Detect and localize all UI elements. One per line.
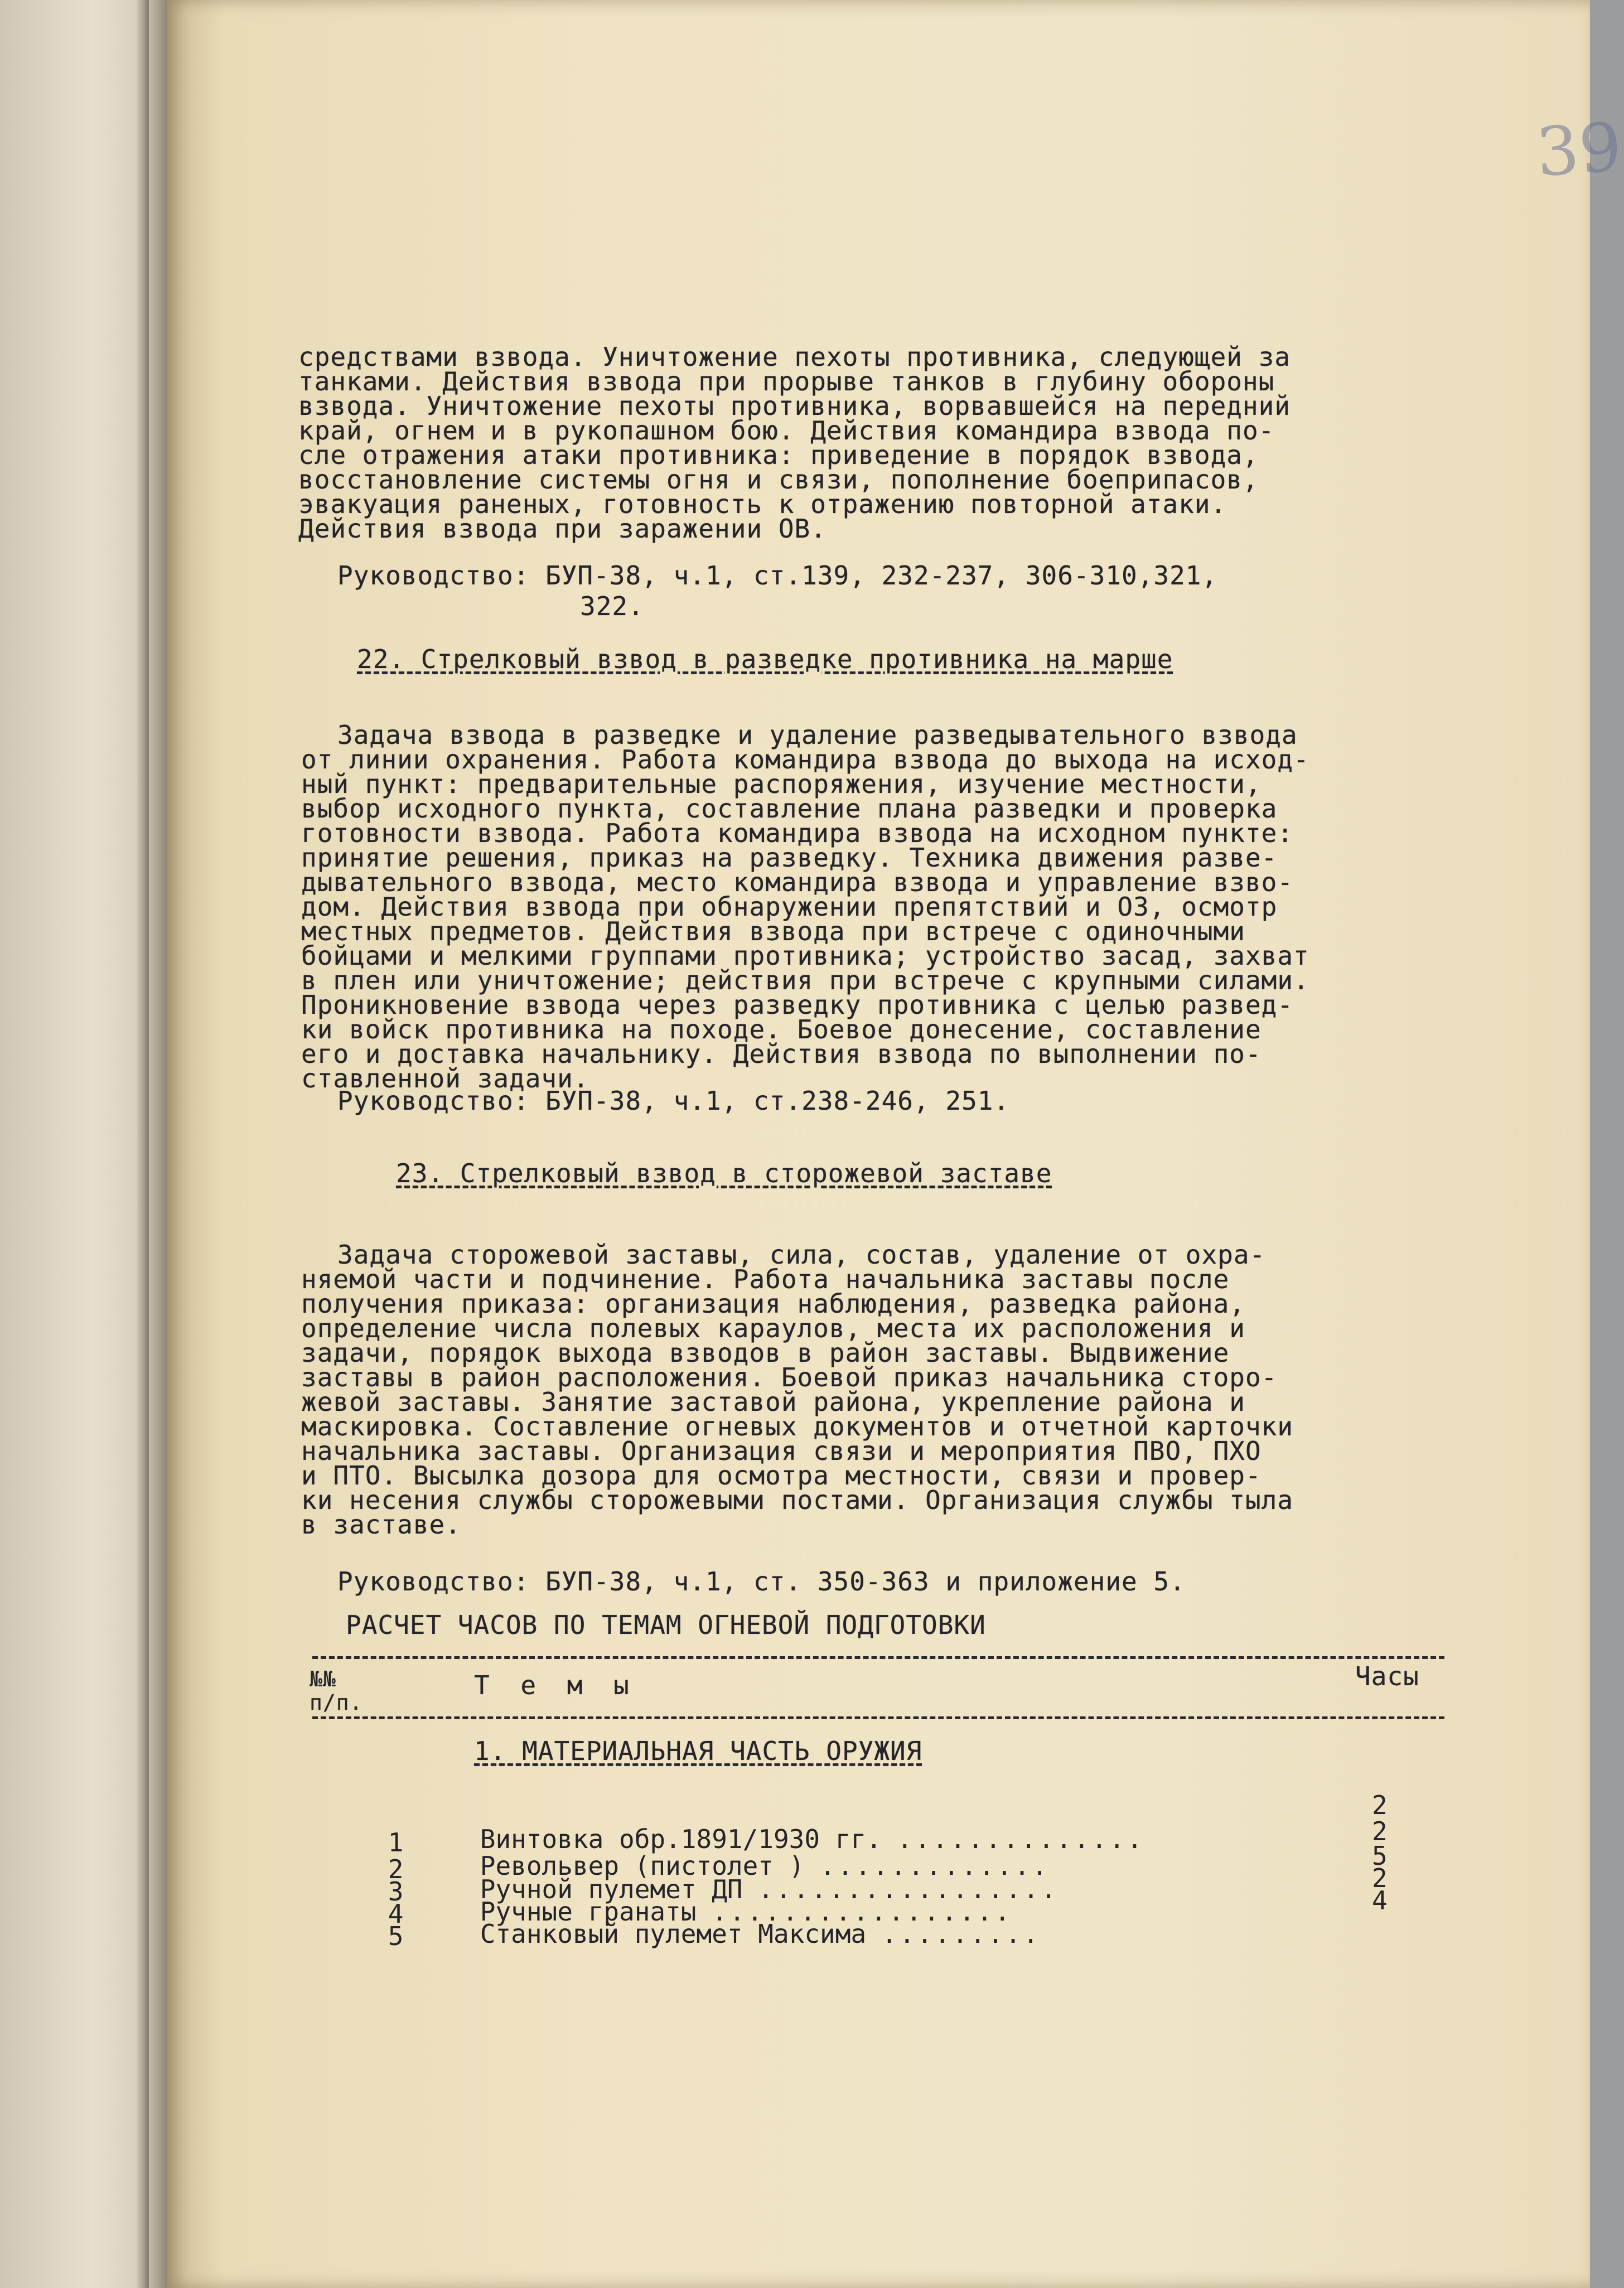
text-line: принятие решения, приказ на разведку. Техника движения разве- [301,843,1278,873]
row-hours: 2 [1372,1863,1388,1893]
row-number: 3 [388,1876,404,1907]
row-topic: Револьвер (пистолет ) [480,1851,805,1881]
row-number: 4 [388,1899,404,1929]
row-hours: 5 [1372,1841,1388,1871]
row-topic: Винтовка обр.1891/1930 гг. [480,1824,882,1854]
text-line: местных предметов. Действия взвода при встрече с одиночными [301,916,1245,946]
text-line: задачи, порядок выхода взводов в район заставы. Выдвижение [301,1338,1230,1368]
text-line: танками. Действия взвода при прорыве танков в глубину обороны [298,366,1275,396]
text-line: дывательного взвода, место командира взвода и управление взво- [301,867,1294,897]
row-topic: Ручной пулемет ДП [480,1874,743,1904]
guide-reference: Руководство: БУП-38, ч.1, ст.238-246, 251. [337,1086,1010,1116]
text-line: Проникновение взвода через разведку противника с целью развед- [301,990,1294,1020]
text-line: Задача взвода в разведке и удаление разведывательного взвода [337,720,1298,750]
text-line: его и доставка начальнику. Действия взвода по выполнении по- [301,1039,1262,1069]
row-number: 5 [388,1921,404,1951]
text-line: край, огнем и в рукопашном бою. Действия командира взвода по- [298,415,1275,446]
text-line: няемой части и подчинение. Работа начальника заставы после [301,1264,1230,1294]
leader-dots: ................. [712,1897,1013,1927]
guide-reference: Руководство: БУП-38, ч.1, ст. 350-363 и приложение 5. [337,1566,1186,1597]
text-line: в заставе. [301,1510,461,1540]
subsection-title: 1. МАТЕРИАЛЬНАЯ ЧАСТЬ ОРУЖИЯ [474,1736,922,1766]
row-topic: Ручные гранаты [480,1897,697,1927]
text-line: бойцами и мелкими группами противника; устройство засад, захват [301,941,1309,971]
table-header-rule [312,1716,1444,1719]
text-line: ставленной задачи. [301,1063,589,1094]
table-title: РАСЧЕТ ЧАСОВ ПО ТЕМАМ ОГНЕВОЙ ПОДГОТОВКИ [346,1610,986,1640]
table-top-rule [312,1656,1444,1659]
text-line: ный пункт: предварительные распоряжения, изучение местности, [301,769,1262,799]
text-line: получения приказа: организация наблюдения, разведка района, [301,1289,1245,1319]
text-line: в плен или уничтожение; действия при встрече с крупными силами. [301,965,1309,995]
leader-dots: ............. [820,1851,1050,1881]
section-title: 23. Стрелковый взвод в сторожевой заставе [396,1158,1052,1188]
text-line: жевой заставы. Занятие заставой района, укрепление района и [301,1387,1245,1417]
column-hours-header: Часы [1355,1661,1419,1691]
row-number: 2 [388,1854,404,1884]
text-line: средствами взвода. Уничтожение пехоты противника, следующей за [298,342,1291,372]
text-line: начальника заставы. Организация связи и мероприятия ПВО, ПХО [301,1436,1262,1466]
text-line: восстановление системы огня и связи, пополнение боеприпасов, [298,465,1259,495]
text-line: эвакуация раненых, готовность к отражению повторной атаки. [298,489,1227,519]
row-topic: Станковый пулемет Максима [480,1919,867,1949]
text-line: дом. Действия взвода при обнаружении препятствий и ОЗ, осмотр [301,892,1278,922]
text-line: взвода. Уничтожение пехоты противника, ворвавшейся на передний [298,391,1291,421]
row-hours: 2 [1372,1816,1388,1846]
text-line: Действия взвода при заражении ОВ. [298,514,826,544]
leader-dots: ......... [881,1919,1041,1949]
guide-reference-continued: 322. [580,591,644,621]
text-line: ки несения службы сторожевыми постами. Организация службы тыла [301,1485,1294,1515]
row-number: 1 [388,1827,404,1858]
leader-dots: .............. [897,1824,1145,1854]
page-number: 39 [1534,108,1624,192]
row-hours: 2 [1372,1790,1388,1820]
column-topic-header: Т е м ы [474,1670,637,1700]
book-gutter-shadow [137,0,149,2288]
text-line: и ПТО. Высылка дозора для осмотра местности, связи и провер- [301,1460,1262,1491]
section-title: 22. Стрелковый взвод в разведке противника на марше [357,644,1173,674]
text-line: сле отражения атаки противника: приведение в порядок взвода, [298,440,1259,470]
text-line: Задача сторожевой заставы, сила, состав, удаление от охра- [337,1240,1266,1270]
text-line: выбор исходного пункта, составление плана разведки и проверка [301,794,1278,824]
column-number-header-line2: п/п. [310,1690,363,1715]
column-number-header: №№ [310,1667,336,1691]
table-row-topic [418,1897,1041,1971]
text-line: ки войск противника на походе. Боевое донесение, составление [301,1014,1262,1044]
previous-page-edge [0,0,167,2288]
text-line: маскировка. Составление огневых документов и отчетной карточки [301,1411,1294,1442]
leader-dots: ................. [758,1874,1059,1904]
row-hours: 4 [1372,1885,1388,1915]
table-row [326,1899,403,1973]
text-line: готовности взвода. Работа командира взвода на исходном пункте: [301,818,1294,848]
text-line: определение числа полевых караулов, места их расположения и [301,1313,1245,1343]
text-line: от линии охранения. Работа командира взвода до выхода на исход- [301,744,1309,775]
text-line: заставы в район расположения. Боевой приказ начальника сторо- [301,1362,1278,1392]
guide-reference: Руководство: БУП-38, ч.1, ст.139, 232-237, 306-310,321, [337,560,1218,591]
